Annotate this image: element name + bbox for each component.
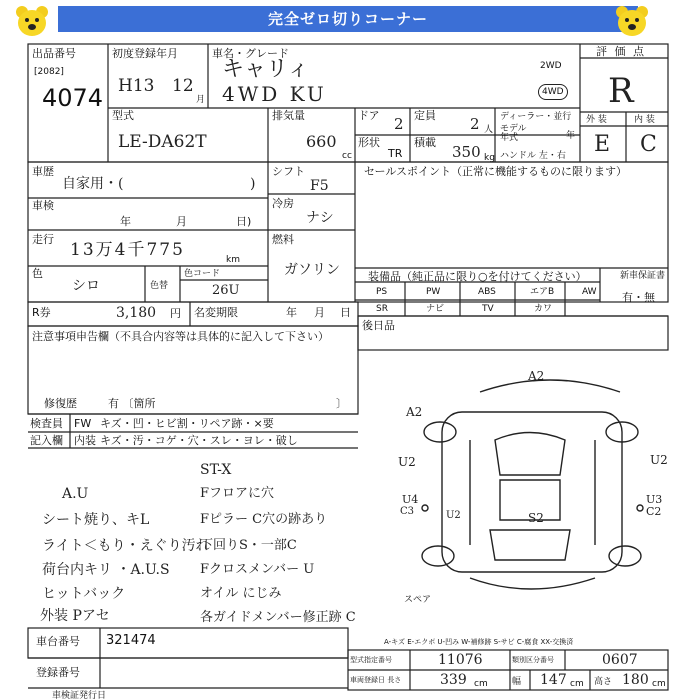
inspector-note: A.U [62,486,89,502]
model-year-label1: モデル [500,124,527,134]
registration-label: 登録番号 [36,666,80,679]
width-value: 147 [540,672,567,688]
warranty-label: 新車保証書 [620,271,666,281]
equip-aw: AW [582,287,597,297]
model-designation-value: 11076 [438,652,483,668]
repair-label: 修復歴 [44,397,77,410]
shift-value: F5 [310,178,329,194]
recycle-value: 3,180 [116,305,157,321]
fuel-value: ガソリン [284,262,340,278]
inspector-label1: 検査員 [30,417,63,430]
color-code-label: 色コード [184,269,221,279]
inspector-note-right: ST-X [200,462,232,478]
inspector-note-right: 下回りS・一部C [200,538,297,553]
displacement-label: 排気量 [272,109,305,122]
doors-label: ドア [358,109,380,122]
inspector-fw-items: キズ・凹・ヒビ割・リペア跡・×要 [100,417,274,430]
inspector-note-right: Fピラー C穴の跡あり [200,512,328,527]
car-grade: 4WD KU [222,82,327,106]
equipment-label: 装備品（純正品に限り○を付けてください） [368,270,587,283]
rear-seat-label: 後日品 [362,319,395,332]
shape-value: TR [388,147,403,160]
inspector-note-right: 各ガイドメンバー修正跡 C [200,610,356,625]
rating-ext: E [594,132,611,157]
inspector-int-label: 内装 [74,434,96,447]
recycle-label: R券 [32,306,51,319]
load-unit: kg [484,153,495,163]
inspector-note: ライト＜もり・えぐり汚れ [42,538,210,554]
inspector-label2: 記入欄 [30,434,63,447]
length-unit: cm [474,679,488,689]
car-diagram [422,380,643,589]
rating-int-label: 内 装 [634,115,655,125]
inspector-note-right: Fフロアに穴 [200,486,275,501]
equip-tv: TV [482,304,494,314]
capacity-label: 定員 [414,109,436,122]
displacement-value: 660 [306,132,337,151]
model-designation-label: 型式指定番号 [350,656,392,664]
rating-score: R [608,71,634,111]
displacement-unit: cc [342,151,352,161]
notes-label: 注意事項申告欄（不具合内容等は具体的に記入して下さい） [32,330,329,343]
fuel-label: 燃料 [272,233,294,246]
first-reg-unit: 月 [196,95,206,105]
aircon-label: 冷房 [272,197,294,210]
dealer-label: ディーラー・並行 [500,112,572,122]
rating-int: C [640,132,657,157]
equip-ps: PS [376,287,388,297]
equip-sr: SR [376,304,388,314]
mileage-value: 13万4千775 [70,240,185,260]
inspector-fw-label: FW [74,417,92,430]
equip-leather: カワ [534,304,553,314]
model-label: 型式 [112,109,134,122]
length-value: 339 [440,672,467,688]
inspector-note-right: オイル にじみ [200,586,282,601]
recycle-unit: 円 [170,307,181,320]
model-year-suffix: 年 [566,131,576,141]
name-change-month: 月 [314,306,325,319]
model-year-label2: 年式 [500,133,519,143]
doors-value: 2 [394,115,404,133]
color-code: 26U [212,283,240,298]
inspection-month: 月 [176,215,187,228]
inspector-note: 荷台内キリ ・A.U.S [42,562,170,578]
rating-ext-label: 外 装 [586,115,607,125]
rating-label: 評 価 点 [596,45,646,58]
color-label: 色 [32,267,43,280]
equip-pw: PW [426,287,441,297]
diagram-label: C3 [400,506,415,517]
capacity-value: 2 [470,115,480,133]
width-label: 幅 [512,677,522,687]
mileage-unit: km [226,255,240,265]
repair-close: 〕 [336,397,347,410]
height-label: 高さ [594,677,613,687]
chassis-label: 車台番号 [36,635,80,648]
sales-point-label: セールスポイント（正常に機能するものに限ります） [364,165,628,178]
mileage-label: 走行 [32,233,54,246]
car-label: 車名・グレード [212,47,289,60]
shape-label: 形状 [358,136,380,149]
warranty-choice: 有・無 [622,291,655,304]
first-reg-month: 12 [172,76,194,96]
color-change-label: 色替 [150,281,169,291]
diagram-label: S2 [528,511,544,525]
width-unit: cm [570,679,584,689]
diagram-label: U2 [398,455,416,469]
diagram-label: U4 [402,493,419,506]
load-label: 積載 [414,136,436,149]
diagram-label: A2 [406,405,423,419]
diagram-label: A2 [528,369,545,383]
diagram-label: U3 [646,493,663,506]
use-value: 自家用・( [62,176,124,192]
name-change-label: 名変期限 [194,306,238,319]
lot-label: 出品番号 [32,47,76,60]
dims-label: 車両登録日 長さ [350,676,402,684]
diagram-label: C2 [646,505,662,518]
inspector-note: ヒットバック [42,586,126,602]
name-change-year: 年 [286,306,297,319]
drive-2wd: 2WD [540,61,562,71]
model-value: LE-DA62T [118,132,207,152]
inspection-day: 日) [236,215,252,228]
equip-airbag: エアB [530,287,555,297]
first-reg-label: 初度登録年月 [112,47,178,60]
footer-label: 車検証発行日 [52,691,107,700]
classification-value: 0607 [602,652,638,668]
name-change-day: 日 [340,306,351,319]
chassis-value: 321474 [106,633,156,648]
inspector-note: シート焼り、キL [42,512,150,528]
inspector-int-items: キズ・汚・コゲ・穴・スレ・ヨレ・破し [100,434,298,447]
use-close: ) [250,176,256,192]
inspector-note-right: Fクロスメンバー U [200,562,315,577]
aircon-value: ナシ [306,210,334,226]
equip-abs: ABS [478,287,496,297]
height-value: 180 [622,672,649,688]
first-reg-era: H13 [118,76,155,96]
equip-navi: ナビ [426,304,445,314]
diagram-label: U2 [650,453,668,467]
height-unit: cm [652,679,666,689]
handle-label: ハンドル 左・右 [500,151,566,161]
inspection-label: 車検 [32,199,54,212]
lot-sub: [2082] [34,67,64,77]
use-label: 車歴 [32,165,54,178]
diagram-spare-label: スペア [404,595,432,605]
load-value: 350 [452,143,481,161]
diagram-label: U2 [446,510,461,521]
diagram-legend: A-キズ E-エクボ U-凹み W-補修跡 S-サビ C-腐食 XX-交換済 [384,638,574,646]
repair-value: 有 〔箇所 [108,397,156,410]
inspection-year: 年 [120,215,131,228]
shift-label: シフト [272,165,305,178]
color-value: シロ [72,278,100,294]
page-title: 完全ゼロ切りコーナー [58,6,638,32]
classification-label: 類別区分番号 [512,656,554,664]
capacity-unit: 人 [484,125,494,135]
drive-4wd: 4WD [538,84,568,100]
lot-number: 4074 [42,84,104,112]
inspector-note: 外装 Pアセ [40,608,110,624]
car-name: キャリィ [222,57,310,82]
